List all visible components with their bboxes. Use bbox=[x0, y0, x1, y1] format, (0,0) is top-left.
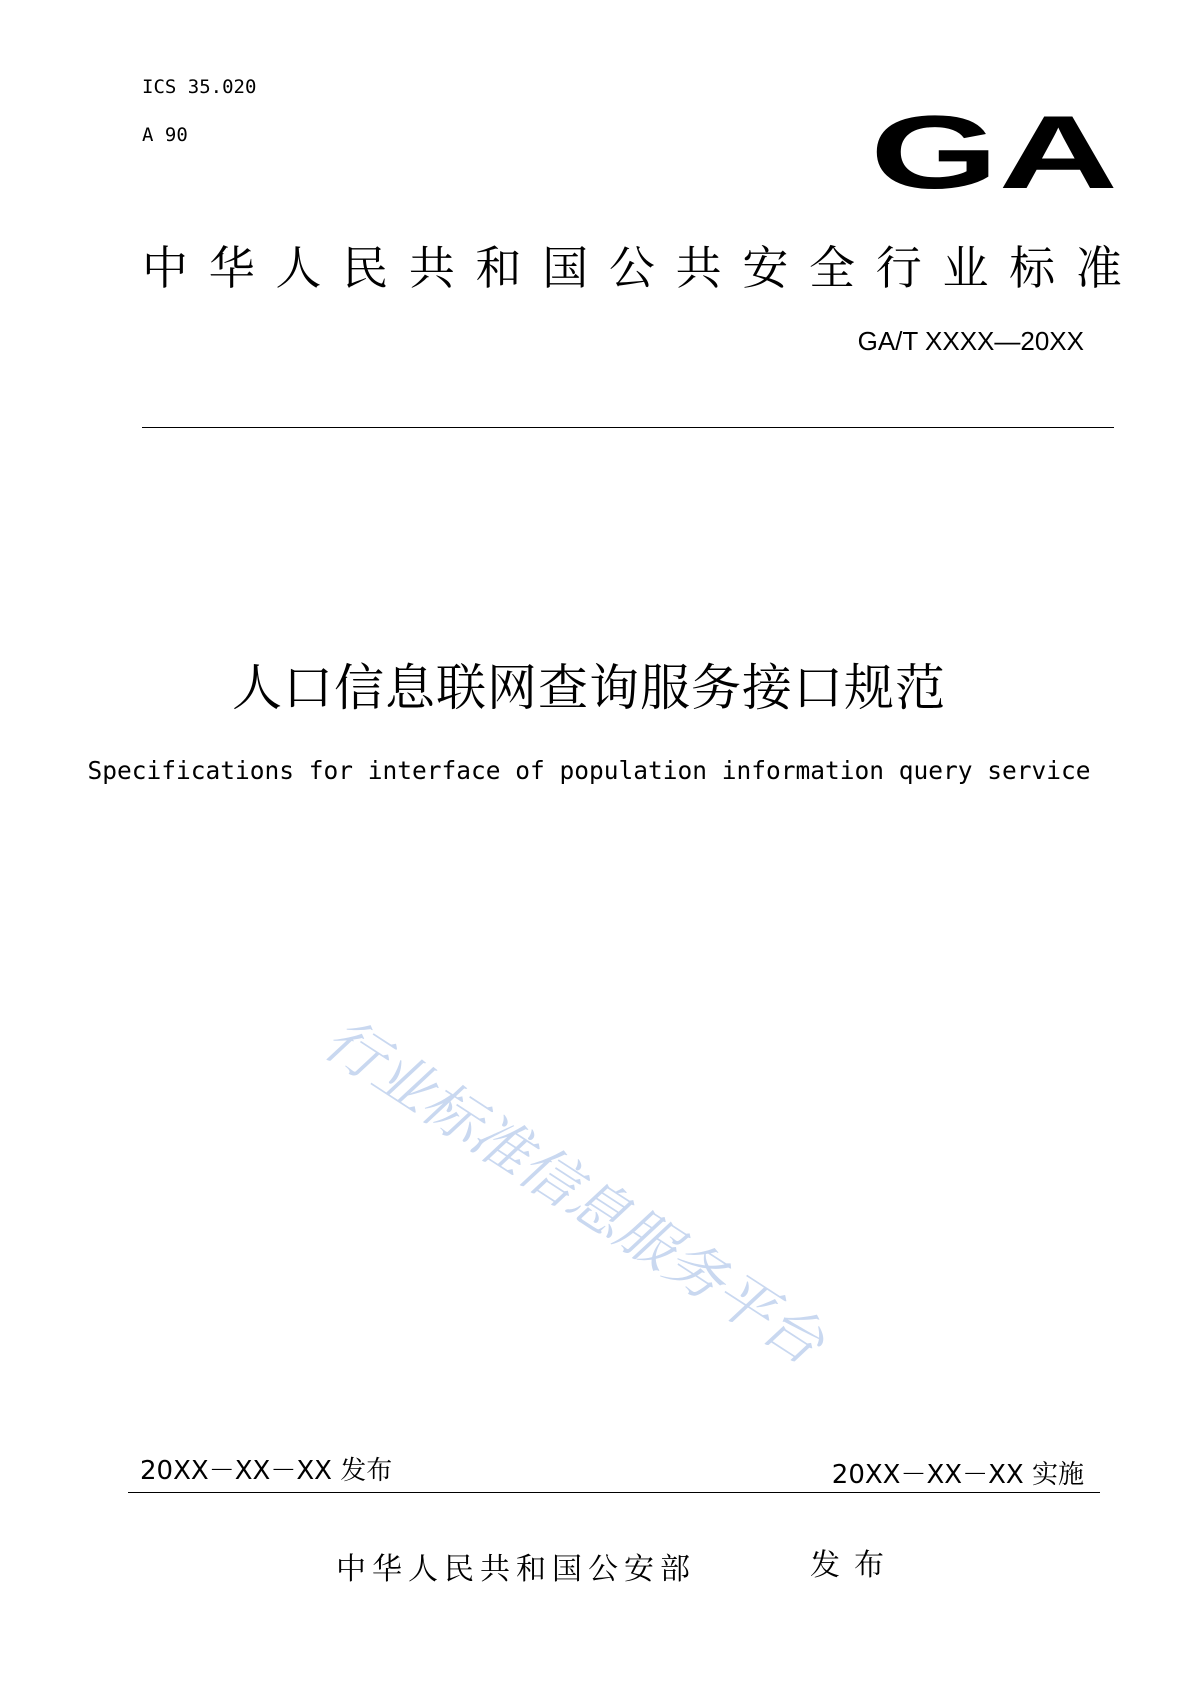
watermark-text: 行业标准信息服务平台 bbox=[312, 1004, 836, 1378]
classification-code: A 90 bbox=[142, 124, 188, 146]
standard-category-char: 公 bbox=[608, 241, 655, 295]
standard-category-char: 安 bbox=[742, 241, 789, 295]
bottom-divider bbox=[128, 1492, 1100, 1493]
standard-category-char: 共 bbox=[675, 241, 722, 295]
standard-category-char: 行 bbox=[875, 241, 922, 295]
document-title-english: Specifications for interface of population information query service bbox=[87, 756, 1091, 785]
standard-category-char: 国 bbox=[542, 241, 589, 295]
standard-category-char: 全 bbox=[809, 241, 856, 295]
ga-logo-text: GA bbox=[870, 110, 1118, 192]
standard-number: GA/T XXXX—20XX bbox=[857, 326, 1084, 356]
publish-label: 发布 bbox=[810, 1548, 898, 1583]
issue-date: 20XX－XX－XX 发布 bbox=[140, 1456, 393, 1486]
standard-category-char: 准 bbox=[1075, 241, 1122, 295]
publisher: 中华人民共和国公安部 bbox=[336, 1552, 696, 1587]
standard-category-title bbox=[142, 232, 1122, 298]
standard-category-char: 华 bbox=[208, 241, 255, 295]
standard-category-char: 共 bbox=[408, 241, 455, 295]
standard-category-char: 和 bbox=[475, 241, 522, 295]
implementation-date: 20XX－XX－XX 实施 bbox=[831, 1460, 1084, 1490]
standard-category-char: 中 bbox=[142, 241, 188, 295]
standard-category-char: 标 bbox=[1009, 241, 1056, 295]
watermark bbox=[310, 990, 970, 1390]
standard-category-char: 业 bbox=[942, 241, 989, 295]
standard-category-char: 民 bbox=[342, 241, 389, 295]
standard-category-char: 人 bbox=[275, 241, 322, 295]
ics-code: ICS 35.020 bbox=[142, 76, 257, 98]
ga-logo bbox=[870, 110, 1120, 192]
top-divider bbox=[142, 427, 1114, 428]
document-title: 人口信息联网查询服务接口规范 bbox=[232, 659, 946, 717]
